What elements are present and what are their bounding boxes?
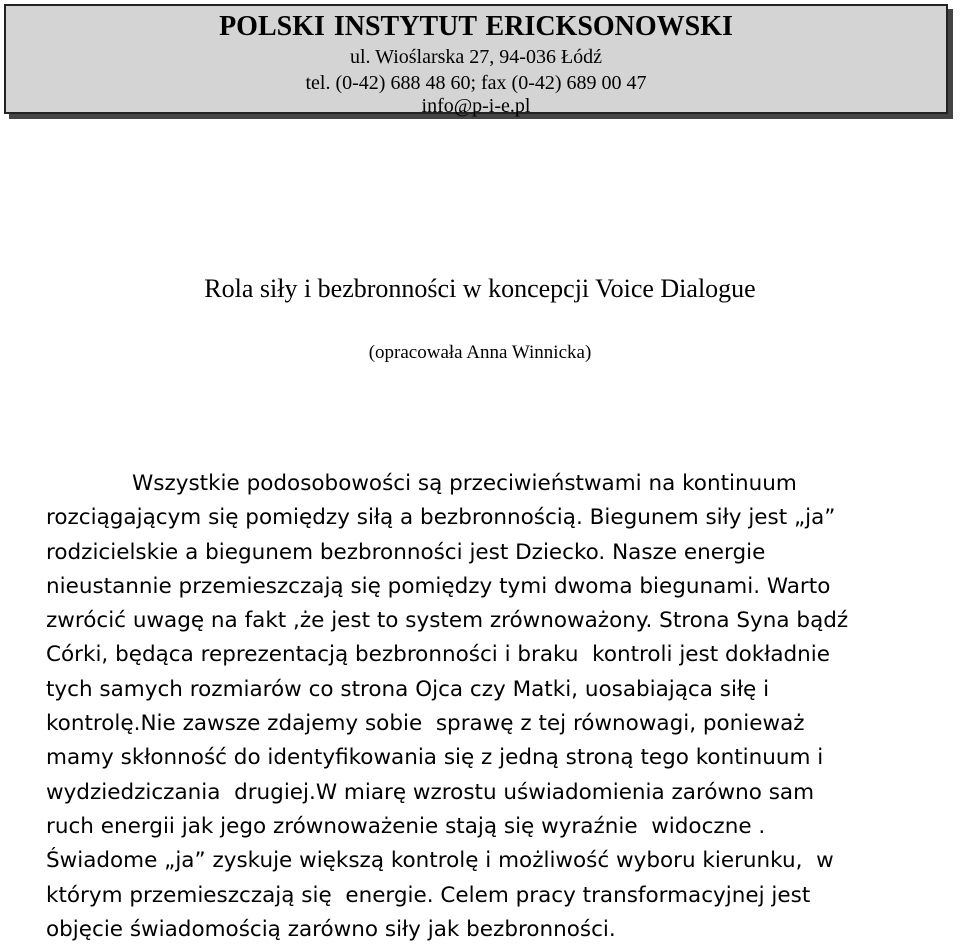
body-line: Wszystkie podosobowości są przeciwieństwami na kontinuum <box>132 471 797 496</box>
body-line: ruch energii jak jego zrównoważenie stają się wyraźnie widoczne . <box>46 813 766 839</box>
body-line: Córki, będąca reprezentacją bezbronności i braku kontroli jest dokładnie <box>46 642 831 668</box>
body-line: zwrócić uwagę na fakt ,że jest to system zrównoważony. Strona Syna bądź <box>46 608 849 634</box>
institute-phone-fax: tel. (0-42) 688 48 60; fax (0-42) 689 00 47 <box>305 72 647 94</box>
body-line: rozciągającym się pomiędzy siłą a bezbronnością. Biegunem siły jest „ja” <box>46 505 836 531</box>
body-line: którym przemieszczają się energie. Celem pracy transformacyjnej jest <box>46 882 811 908</box>
body-line: kontrolę.Nie zawsze zdajemy sobie sprawę z tej równowagi, ponieważ <box>46 711 805 737</box>
body-line: Świadome „ja” zyskuje większą kontrolę i możliwość wyboru kierunku, w <box>46 848 834 874</box>
institute-email: info@p-i-e.pl <box>421 95 531 117</box>
institute-name: POLSKI INSTYTUT ERICKSONOWSKI <box>219 11 733 42</box>
body-line: objęcie świadomością zarówno siły jak bezbronności. <box>46 916 616 942</box>
body-line: mamy skłonność do identyfikowania się z jedną stroną tego kontinuum i <box>46 745 824 771</box>
institute-address: ul. Wioślarska 27, 94-036 Łódź <box>349 46 603 68</box>
article-title: Rola siły i bezbronności w koncepcji Voice Dialogue <box>204 274 756 303</box>
body-line: rodzicielskie a biegunem bezbronności jest Dziecko. Nasze energie <box>46 539 766 565</box>
body-line: tych samych rozmiarów co strona Ojca czy Matki, uosabiająca siłę i <box>46 676 770 702</box>
body-line: nieustannie przemieszczają się pomiędzy tymi dwoma biegunami. Warto <box>46 573 831 599</box>
body-line: wydziedziczania drugiej.W miarę wzrostu uświadomienia zarówno sam <box>46 779 815 805</box>
institute-header-box <box>4 4 948 117</box>
article-author-note: (opracowała Anna Winnicka) <box>368 342 592 363</box>
article-body <box>46 467 946 947</box>
